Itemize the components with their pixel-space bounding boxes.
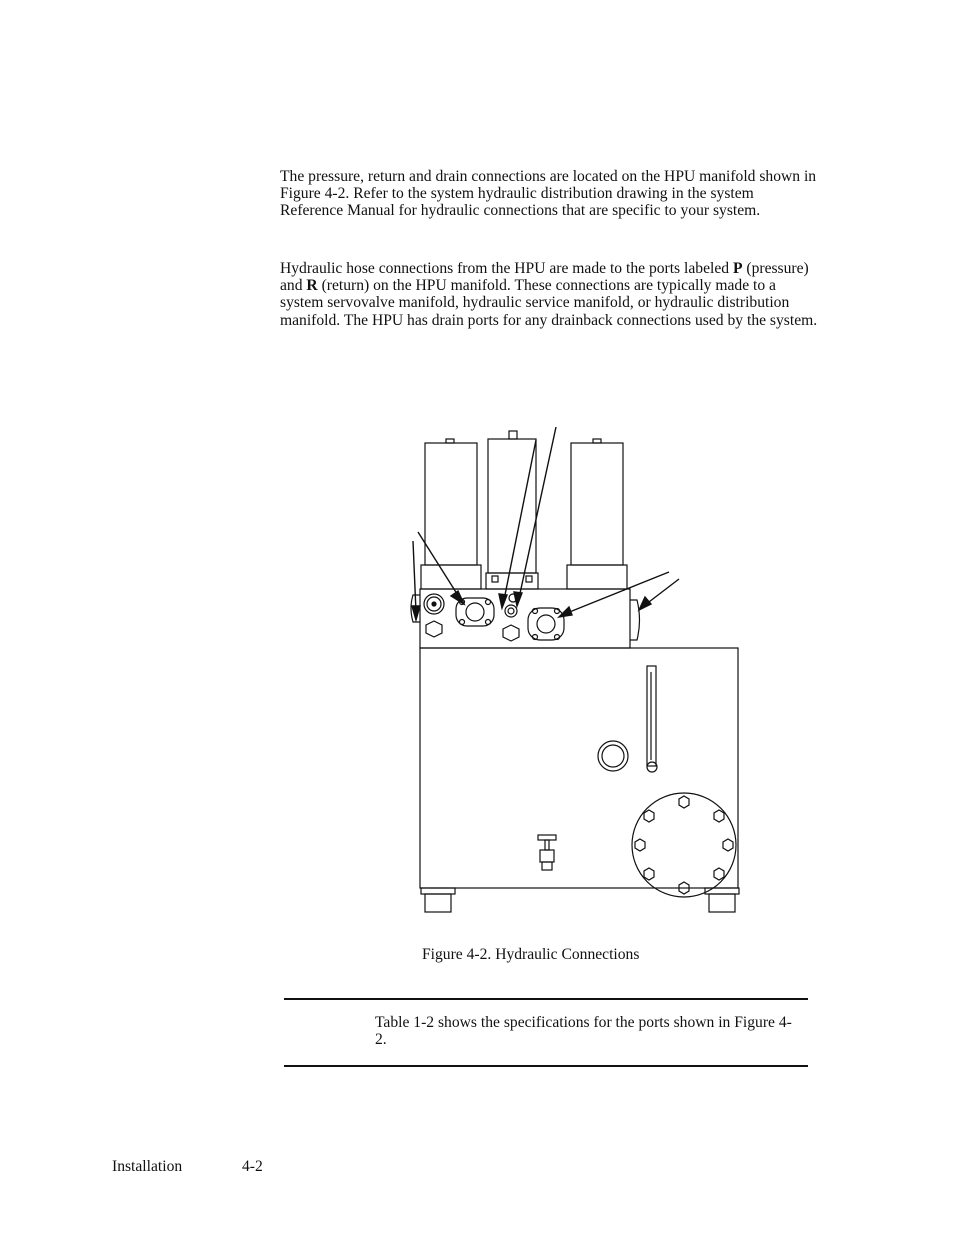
port-label-p: P bbox=[732, 260, 743, 277]
hpu-hydraulic-connections-drawing bbox=[380, 420, 760, 920]
callout-arrow-return-port bbox=[559, 572, 669, 617]
caster-right bbox=[705, 888, 739, 912]
return-port-flange bbox=[528, 608, 564, 640]
note-rule-top bbox=[284, 998, 808, 1000]
callout-arrow-drain-left bbox=[412, 541, 420, 620]
paragraph-text-2: (pressure) and bbox=[280, 260, 809, 295]
callout-arrow-drain-right bbox=[639, 579, 679, 610]
filter-canister-right bbox=[567, 439, 627, 589]
callout-arrow-center-1 bbox=[499, 440, 536, 608]
footer-section-name: Installation bbox=[112, 1158, 183, 1175]
paragraph-hose-connections bbox=[280, 260, 820, 329]
reservoir-tank bbox=[420, 648, 738, 897]
note-text: Table 1-2 shows the specifications for the ports shown in Figure 4-2. bbox=[375, 1014, 792, 1049]
callout-arrow-pressure-port bbox=[418, 532, 464, 604]
figure-caption: Figure 4-2. Hydraulic Connections bbox=[422, 946, 640, 963]
paragraph-text-3: (return) on the HPU manifold. These connections are typically made to a system servovalve manifold, hydraulic service manifold, or hydraulic distribution manifold. The HPU has drain ports for any drainback connections used by the system. bbox=[280, 277, 818, 329]
paragraph-connections-location: The pressure, return and drain connections are located on the HPU manifold shown in Figure 4-2. Refer to the system hydraulic distribution drawing in the system Reference Manual for hydraulic connections that are specific to your system. bbox=[280, 168, 817, 220]
note-rule-bottom bbox=[284, 1065, 808, 1067]
paragraph-text-1: Hydraulic hose connections from the HPU are made to the ports labeled bbox=[280, 260, 733, 277]
footer-page-number: 4-2 bbox=[242, 1158, 263, 1175]
port-label-r: R bbox=[306, 277, 318, 295]
filter-canister-center bbox=[486, 431, 538, 589]
caster-left bbox=[421, 888, 455, 912]
filter-canister-left bbox=[421, 439, 481, 589]
